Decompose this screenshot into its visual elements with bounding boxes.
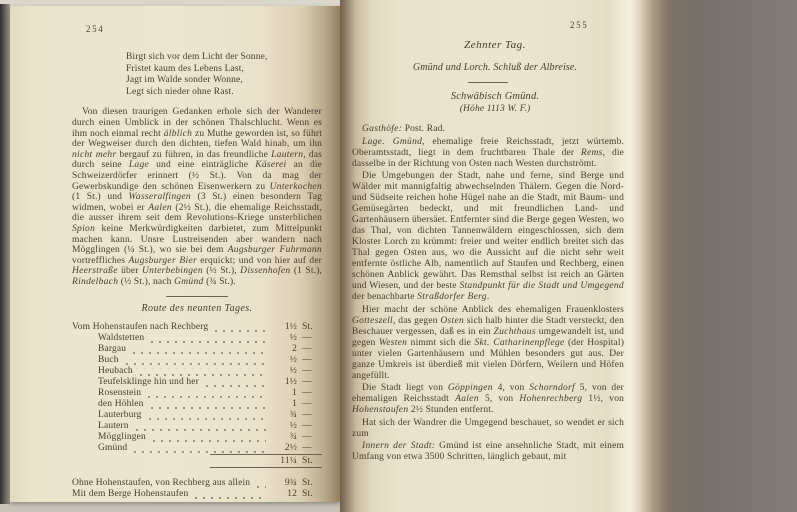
section-rule — [166, 296, 228, 297]
route-row-value: 2 — [292, 344, 297, 355]
dot-leader — [148, 402, 266, 410]
route-row-label: Bargau — [98, 344, 127, 355]
dot-leader — [137, 369, 266, 377]
route-row-value: ½ — [289, 355, 297, 366]
right-page-content — [352, 0, 624, 463]
body-paragraph: Innern der Stadt: Gmünd ist eine ansehnliche Stadt, mit einem Umfang von etwa 3500 Schritten, länglich gebaut, mit — [352, 441, 624, 462]
route-row — [72, 410, 322, 421]
dot-leader — [133, 424, 266, 432]
book-cover-edge — [0, 4, 10, 504]
dot-leader — [130, 347, 266, 355]
left-page — [10, 6, 340, 502]
route-row-value: ¾ — [289, 410, 297, 421]
body-paragraph: Hat sich der Wandrer die Umgegend beschauet, so wendet er sich zum — [352, 417, 624, 439]
summary-row-unit: St. — [302, 489, 313, 500]
route-table — [72, 322, 322, 454]
poem — [126, 52, 322, 98]
route-row-unit: — — [302, 377, 312, 388]
route-row-label: den Höhlen — [98, 399, 144, 410]
place-elevation: (Höhe 1113 W. F.) — [459, 104, 531, 114]
left-page-content — [72, 20, 322, 500]
route-row-unit: — — [302, 410, 312, 421]
route-row-unit: — — [302, 366, 312, 377]
intro-paragraph: Von diesen traurigen Gedanken erhole sich der Wanderer durch einen Umblick in der schönen Thalschlucht. Wenn es ihm noch einmal recht älblich zu Muthe geworden ist, so führt der Wegweiser durch den dichten, tiefen Wald hinab, um ihn nicht mehr bergauf zu führen, in das freundliche Lautern, das durch seine Lage und eine einträgliche Käserei an die Schweizerdörfer erinnert (½ St.). Von da mag der Gewerbskundige den schönen Eisenwerkern zu Unterkochen (1 St.) und Wasseralfingen (3 St.) einen besondern Tag widmen, wobei er Aalen (2½ St.), die ehemalige Reichsstadt, die ausser ihrem seit dem Revolutions-Kriege unsterblichen Spion keine Merkwürdigkeiten darbietet, zum Mittelpunkt machen kann. Unsre Lustreisenden aber wandern nach Mögglingen (¼ St.), wo sie bei dem Augsburger Fuhrmann vortreffliches Augsburger Bier erquickt; und von hier auf der Heerstraße über Unterbebingen (½ St.), Dissenhofen (1 St.), Rindelbach (½ St.), nach Gmünd (¾ St.). — [72, 107, 323, 287]
route-row-label: Lauterburg — [98, 410, 142, 421]
page-number-left: 254 — [86, 24, 105, 34]
route-row-value: 1½ — [284, 377, 297, 388]
summary-row — [72, 489, 322, 500]
route-row-label: Buch — [98, 355, 119, 366]
route-row — [72, 333, 322, 344]
route-row-value: 2½ — [284, 443, 297, 454]
route-row-label: Rosenstein — [98, 388, 142, 399]
route-row-label: Mögglingen — [98, 432, 146, 443]
route-total-unit: St. — [302, 455, 313, 466]
route-row-unit: — — [302, 344, 312, 355]
route-row-unit: — — [302, 399, 312, 410]
summary-row-value: 12 — [287, 489, 297, 500]
body-paragraph: Die Umgebungen der Stadt, nahe und ferne, sind Berge und Wälder mit mannigfaltig abwechselnden Thälern. Gegen die Nord- und Südseite reichen hohe Hügel nahe an die Stadt, mit Baum- und Gemüsegärten bedeckt, und mit freundlichen Land- und Gartenhäusern übersäet. Entfernter sind die Berge gegen Westen, wo das Thal, von dichten Tannenwäldern eingeschlossen, sich dem Kloster Lorch zu krümmt: freier und weiter endlich breitet sich das Thal gegen Osten aus, wo die Aussicht auf die nicht sehr weit entfernte östliche Alb, namentlich auf Staufen und Rechberg, einen schönen Anblick gewährt. Das Remsthal selbst ist reich an Gärten und Wiesen, und der beste Standpunkt für die Stadt und Umgegend der benachbarte Straßdorfer Berg. — [352, 171, 624, 302]
dot-leader — [203, 380, 266, 388]
summary-row-unit: St. — [302, 478, 313, 489]
route-row-unit: — — [302, 421, 312, 432]
route-row — [72, 344, 322, 355]
route-row — [72, 355, 322, 366]
route-row — [72, 443, 322, 454]
route-row-label: Vom Hohenstaufen nach Rechberg — [72, 322, 209, 333]
dot-leader — [150, 435, 266, 443]
summary-row-label: Mit dem Berge Hohenstaufen — [72, 489, 189, 500]
poem-line: Legt sich nieder ohne Rast. — [126, 86, 234, 97]
body-paragraphs — [352, 124, 624, 463]
dot-leader — [123, 358, 266, 366]
route-row-label: Heubach — [98, 366, 133, 377]
dot-leader — [145, 391, 266, 399]
heading-rule — [468, 82, 508, 83]
route-row-value: ½ — [289, 366, 297, 377]
route-summary — [72, 478, 322, 500]
route-row — [72, 432, 322, 443]
route-row-value: ½ — [289, 333, 297, 344]
body-paragraph: Hier macht der schöne Anblick des ehemaligen Frauenklosters Gotteszell, das gegen Osten sich halb hinter die Stadt versteckt, den Beschauer vergessen, daß es in ein Zuchthaus umgewandelt ist, und gegen Westen nimmt sich die Skt. Catharinenpflege (der Hospital) unter vielen Gartenhäusern und Mühlen besonders gut aus. Der ganze Umkreis ist überdieß mit vielen Dörfern, Weilern und Höfen angefüllt. — [352, 304, 625, 381]
day-subheading: Gmünd und Lorch. Schluß der Albreise. — [412, 62, 578, 73]
poem-line: Jagt im Walde sonder Wonne, — [126, 75, 243, 86]
route-row — [72, 388, 322, 399]
route-row-value: 1½ — [284, 322, 297, 333]
route-row-unit: — — [302, 388, 312, 399]
route-row — [72, 322, 322, 333]
body-paragraph: Lage. Gmünd, ehemalige freie Reichsstadt, jetzt würtemb. Oberamtsstadt, liegt in dem fruchtbaren Thale der Rems, die dasselbe in der Richtung von Osten nach Westen durchströmt. — [352, 136, 624, 169]
route-heading: Route des neunten Tages. — [141, 303, 253, 315]
route-row-unit: — — [302, 355, 312, 366]
body-paragraph: Gasthöfe: Post. Rad. — [362, 124, 445, 134]
route-row-unit: St. — [302, 322, 313, 333]
page-number-right: 255 — [570, 20, 589, 30]
route-total-value: 11¼ — [280, 455, 297, 466]
route-row — [72, 366, 322, 377]
summary-row-value: 9¾ — [284, 478, 297, 489]
route-row — [72, 399, 322, 410]
poem-line: Birgt sich vor dem Licht der Sonne, — [126, 52, 268, 62]
dot-leader — [212, 325, 266, 333]
poem-line: Fristet kaum des Lebens Last, — [126, 63, 245, 74]
route-total — [210, 454, 322, 468]
route-row-value: ¾ — [289, 432, 297, 443]
route-row — [72, 377, 322, 388]
dot-leader — [148, 336, 266, 344]
route-row-value: 1 — [292, 388, 297, 399]
route-row-label: Waldstetten — [98, 333, 145, 344]
route-row-label: Teufelsklinge hin und her — [98, 377, 199, 388]
route-row-label: Lautern — [98, 421, 129, 432]
dot-leader — [146, 413, 266, 421]
day-heading: Zehnter Tag. — [464, 39, 526, 51]
route-row-value: 1 — [292, 399, 297, 410]
dot-leader — [192, 492, 266, 500]
right-page — [340, 0, 797, 512]
summary-row — [72, 478, 322, 489]
route-row-unit: — — [302, 432, 312, 443]
body-paragraph: Die Stadt liegt von Göppingen 4, von Schorndorf 5, von der ehemaligen Reichsstadt Aalen 5, von Hohenrechberg 1½, von Hohenstaufen 2½ Stunden entfernt. — [352, 383, 625, 415]
route-row-unit: — — [302, 333, 312, 344]
route-row-value: ½ — [289, 421, 297, 432]
route-row — [72, 421, 322, 432]
dot-leader — [131, 446, 266, 454]
summary-row-label: Ohne Hohenstaufen, von Rechberg aus allein — [72, 478, 251, 489]
dot-leader — [254, 481, 266, 489]
route-row-label: Gmünd — [98, 443, 128, 454]
route-row-unit: — — [302, 443, 312, 454]
place-heading: Schwäbisch Gmünd. — [450, 91, 540, 102]
